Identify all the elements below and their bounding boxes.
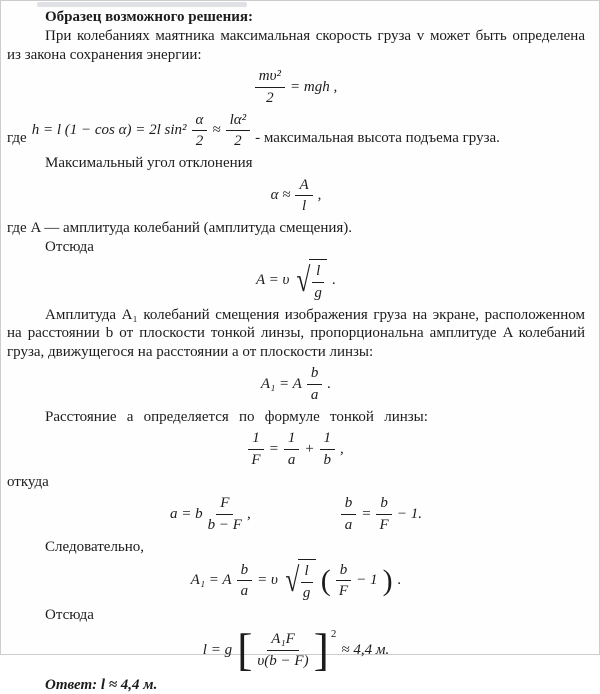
fraction-numerator: l bbox=[301, 562, 313, 583]
right-paren: ) bbox=[382, 563, 393, 597]
paragraph-max-angle: Максимальный угол отклонения bbox=[45, 155, 253, 171]
fraction-denominator: b bbox=[323, 451, 331, 468]
fraction-denominator: g bbox=[302, 584, 311, 601]
formula-tail: . bbox=[327, 375, 332, 392]
where-label: где bbox=[7, 130, 27, 147]
formula-length bbox=[7, 624, 585, 675]
paragraph-image-amplitude: Амплитуда A₁ колебаний смещения изображения груза на экране, расположенном на расстоянии b от плоскости тонкой линзы, пропорциональна амплитуде A колебаний груза, движущегося на расстоянии a от плоскости линзы: bbox=[7, 306, 585, 360]
scan-artifact bbox=[37, 2, 247, 7]
formula-distances-pair bbox=[7, 494, 585, 535]
fraction-denominator: F bbox=[338, 583, 349, 600]
fraction bbox=[341, 494, 357, 535]
radicand bbox=[309, 259, 327, 303]
fraction bbox=[320, 429, 336, 470]
fraction bbox=[336, 561, 352, 602]
formula-inner: − 1 bbox=[356, 572, 378, 589]
formula-lhs: α ≈ bbox=[270, 187, 291, 204]
formula-lhs: A = υ bbox=[256, 272, 290, 289]
formula-lhs: A₁ = A bbox=[260, 375, 302, 392]
fraction-numerator: l bbox=[312, 262, 324, 283]
fraction bbox=[248, 429, 264, 470]
formula-lhs: l = g bbox=[202, 641, 233, 658]
fraction-denominator: F bbox=[379, 516, 389, 533]
radicand bbox=[298, 559, 316, 603]
fraction bbox=[208, 494, 242, 535]
radical-sign-icon: √ bbox=[285, 561, 300, 599]
solution-heading: Образец возможного решения: bbox=[45, 9, 253, 25]
formula-mid: = υ bbox=[257, 572, 278, 589]
fraction-denominator: 2 bbox=[266, 89, 274, 106]
fraction-numerator: b bbox=[376, 494, 392, 515]
fraction-denominator: b − F bbox=[207, 516, 242, 533]
fraction-numerator: mυ² bbox=[255, 67, 285, 88]
left-bracket: [ bbox=[237, 624, 253, 675]
fraction bbox=[307, 364, 323, 405]
paragraph-thin-lens: Расстояние a определяется по формуле тонкой линзы: bbox=[45, 408, 428, 425]
formula-amplitude bbox=[7, 259, 585, 303]
formula-part: h = l (1 − cos α) = 2l sin² bbox=[31, 122, 187, 139]
fraction bbox=[295, 176, 312, 217]
formula-tail: . bbox=[332, 272, 336, 289]
formula-lhs: a = b bbox=[170, 505, 203, 522]
paragraph-hence-1: Отсюда bbox=[45, 238, 94, 255]
fraction-denominator: a bbox=[240, 583, 249, 600]
fraction bbox=[255, 67, 285, 108]
fraction-denominator: a bbox=[310, 386, 319, 403]
paragraph-therefore: Следовательно, bbox=[45, 538, 145, 555]
fraction-denominator: a bbox=[287, 451, 296, 468]
fraction bbox=[284, 429, 300, 470]
fraction-denominator: g bbox=[314, 284, 322, 301]
exponent: 2 bbox=[330, 628, 337, 640]
formula-thin-lens bbox=[7, 429, 585, 470]
fraction-numerator: b bbox=[341, 494, 357, 515]
answer-line: Ответ: l ≈ 4,4 м. bbox=[45, 677, 158, 693]
fraction-denominator: l bbox=[301, 198, 307, 215]
fraction-numerator: b bbox=[307, 364, 323, 385]
formula-lhs: A₁ = A bbox=[190, 572, 232, 589]
formula-tail: . bbox=[397, 572, 402, 589]
fraction-numerator: lα² bbox=[226, 111, 251, 132]
fraction bbox=[192, 111, 208, 152]
formula-rhs: = mgh , bbox=[290, 78, 338, 95]
formula-angle bbox=[7, 176, 585, 217]
plus-sign: + bbox=[304, 440, 315, 457]
fraction-numerator: 1 bbox=[320, 429, 336, 450]
fraction-numerator: b bbox=[237, 561, 253, 582]
fraction-numerator: α bbox=[192, 111, 208, 132]
radical-sign-icon: √ bbox=[296, 261, 311, 299]
fraction-numerator: 1 bbox=[248, 429, 264, 450]
fraction-numerator: 1 bbox=[284, 429, 300, 450]
fraction bbox=[376, 494, 392, 535]
fraction-numerator: A₁F bbox=[267, 630, 299, 651]
fraction-denominator: F bbox=[251, 451, 261, 468]
equals-sign: = bbox=[268, 440, 279, 457]
formula-tail: , bbox=[317, 187, 322, 204]
formula-distance-a bbox=[170, 494, 251, 535]
fraction bbox=[312, 262, 324, 303]
square-root bbox=[294, 259, 327, 303]
paragraph-whence: откуда bbox=[7, 473, 49, 490]
formula-tail: , bbox=[246, 505, 251, 522]
fraction bbox=[237, 561, 253, 602]
fraction-denominator: 2 bbox=[234, 133, 242, 150]
formula-result: ≈ 4,4 м. bbox=[341, 641, 390, 658]
formula-energy-conservation bbox=[7, 67, 585, 108]
fraction bbox=[301, 562, 313, 603]
formula-a1-expanded bbox=[7, 559, 585, 603]
paragraph-energy-intro: При колебаниях маятника максимальная скорость груза v может быть определена из закона сохранения энергии: bbox=[7, 28, 585, 63]
formula-image-amplitude bbox=[7, 364, 585, 405]
paragraph-hence-2: Отсюда bbox=[45, 606, 94, 623]
paragraph-amplitude-def: где A — амплитуда колебаний (амплитуда смещения). bbox=[7, 220, 353, 236]
fraction bbox=[257, 630, 308, 671]
fraction-denominator: υ(b − F) bbox=[257, 652, 309, 669]
fraction bbox=[226, 111, 251, 152]
right-bracket: ] bbox=[313, 624, 329, 675]
fraction-numerator: F bbox=[216, 494, 233, 515]
formula-height bbox=[7, 111, 585, 152]
square-root bbox=[283, 559, 316, 603]
fraction-denominator: 2 bbox=[195, 133, 204, 150]
left-paren: ( bbox=[320, 563, 331, 597]
formula-b-over-a bbox=[341, 494, 422, 535]
equals-sign: = bbox=[361, 505, 372, 522]
fraction-denominator: a bbox=[344, 516, 353, 533]
formula-tail: , bbox=[340, 440, 344, 457]
fraction-numerator: A bbox=[295, 176, 312, 197]
height-description: - максимальная высота подъема груза. bbox=[255, 130, 500, 147]
fraction-numerator: b bbox=[336, 561, 352, 582]
formula-tail: − 1. bbox=[396, 505, 422, 522]
approx-sign: ≈ bbox=[212, 122, 221, 139]
